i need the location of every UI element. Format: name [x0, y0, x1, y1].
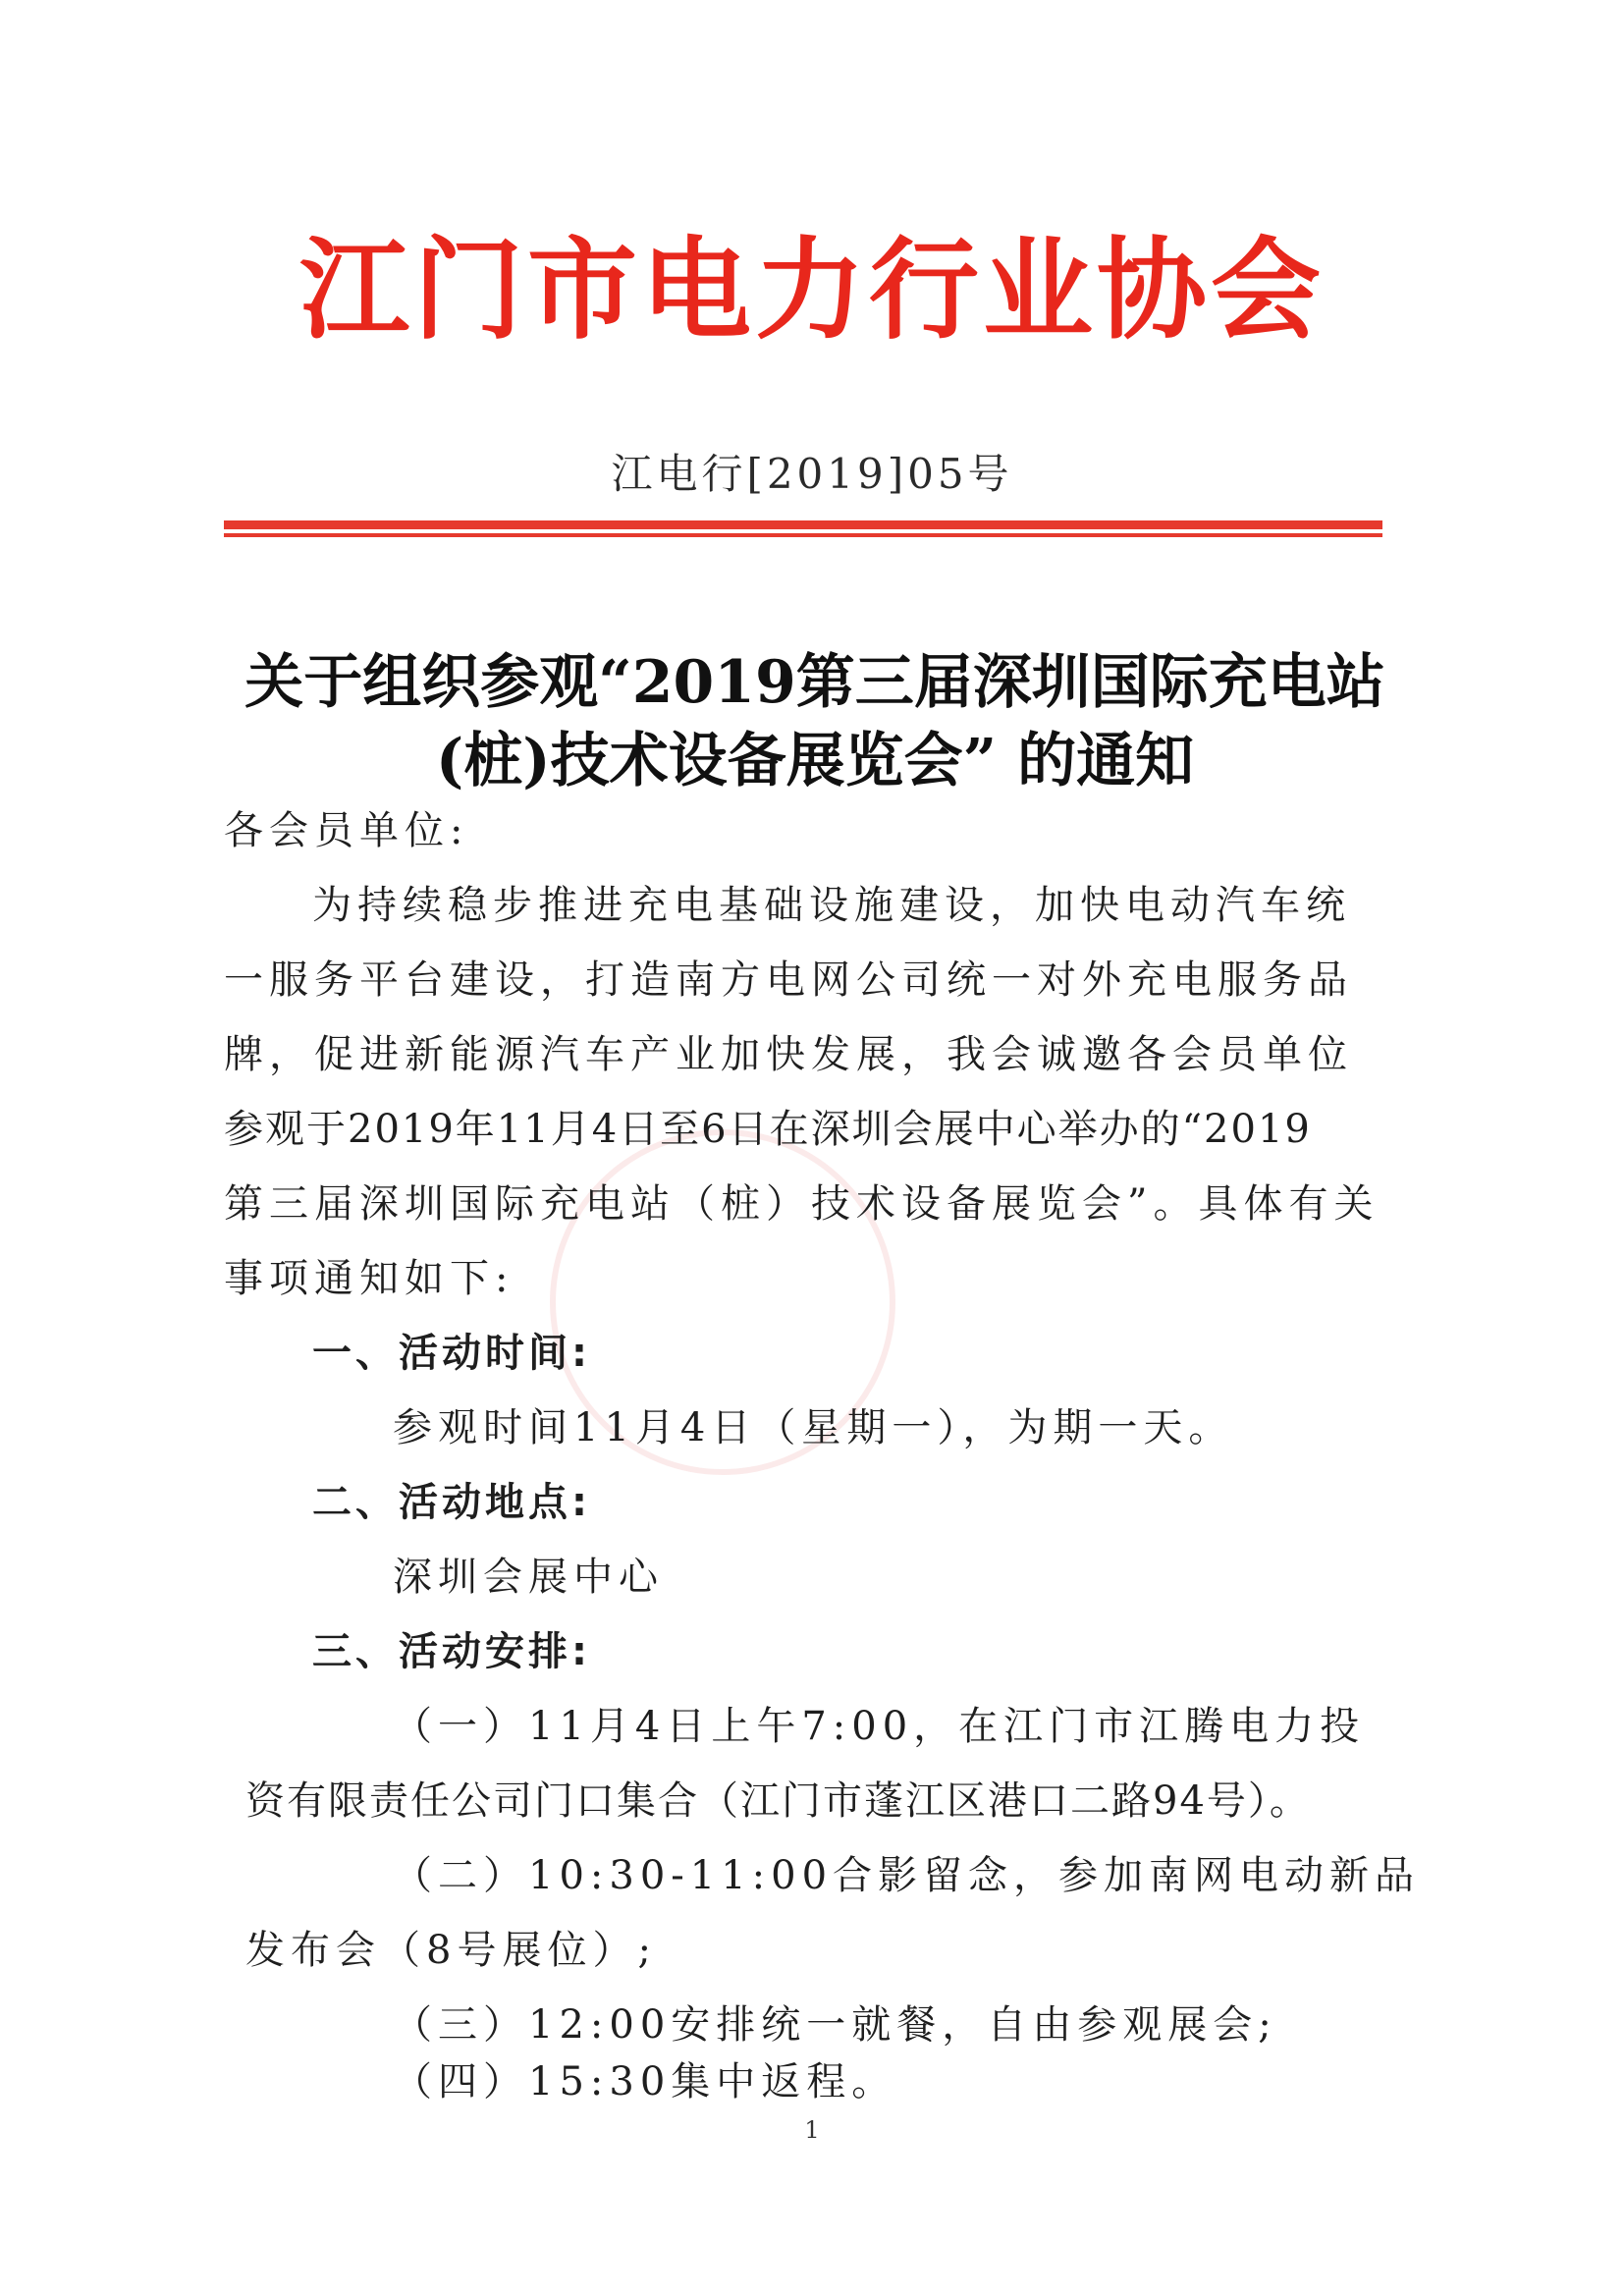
schedule-line: （一）11月4日上午7:00，在江门市江腾电力投	[393, 1704, 1366, 1749]
red-divider-rule	[224, 520, 1382, 540]
section-heading-time: 一、活动时间:	[312, 1331, 591, 1376]
schedule-line: 发布会（8号展位）;	[245, 1928, 657, 1973]
notice-title	[196, 643, 1434, 800]
page-number: 1	[804, 2116, 820, 2144]
paragraph-line: 事项通知如下:	[224, 1256, 514, 1301]
organization-header: 江门市电力行业协会	[299, 227, 1325, 355]
paragraph-line: 一服务平台建设，打造南方电网公司统一对外充电服务品	[224, 957, 1353, 1003]
red-divider-thick	[224, 520, 1382, 529]
notice-title-line-1: 关于组织参观“2019第三届深圳国际充电站	[244, 648, 1385, 717]
red-divider-thin	[224, 533, 1382, 537]
notice-title-line-2: (桩)技术设备展览会” 的通知	[435, 727, 1195, 795]
schedule-line: （三）12:00安排统一就餐，自由参观展会;	[393, 2002, 1277, 2048]
schedule-line: （四）15:30集中返程。	[393, 2059, 897, 2105]
schedule-line: 资有限责任公司门口集合（江门市蓬江区港口二路94号）。	[245, 1778, 1311, 1824]
section-heading-location: 二、活动地点:	[312, 1480, 591, 1525]
section-heading-schedule: 三、活动安排:	[312, 1629, 591, 1674]
schedule-line: （二）10:30-11:00合影留念，参加南网电动新品	[393, 1853, 1421, 1898]
paragraph-line: 牌，促进新能源汽车产业加快发展，我会诚邀各会员单位	[224, 1032, 1353, 1077]
section-text-location: 深圳会展中心	[393, 1555, 664, 1600]
salutation: 各会员单位:	[224, 808, 469, 853]
paragraph-line: 为持续稳步推进充电基础设施建设，加快电动汽车统	[312, 883, 1351, 928]
document-number: 江电行[2019]05号	[611, 450, 1013, 498]
paragraph-line: 第三届深圳国际充电站（桩）技术设备展览会”。具体有关	[224, 1181, 1380, 1227]
paragraph-line: 参观于2019年11月4日至6日在深圳会展中心举办的“2019	[224, 1107, 1312, 1152]
section-text-time: 参观时间11月4日（星期一），为期一天。	[393, 1405, 1234, 1450]
